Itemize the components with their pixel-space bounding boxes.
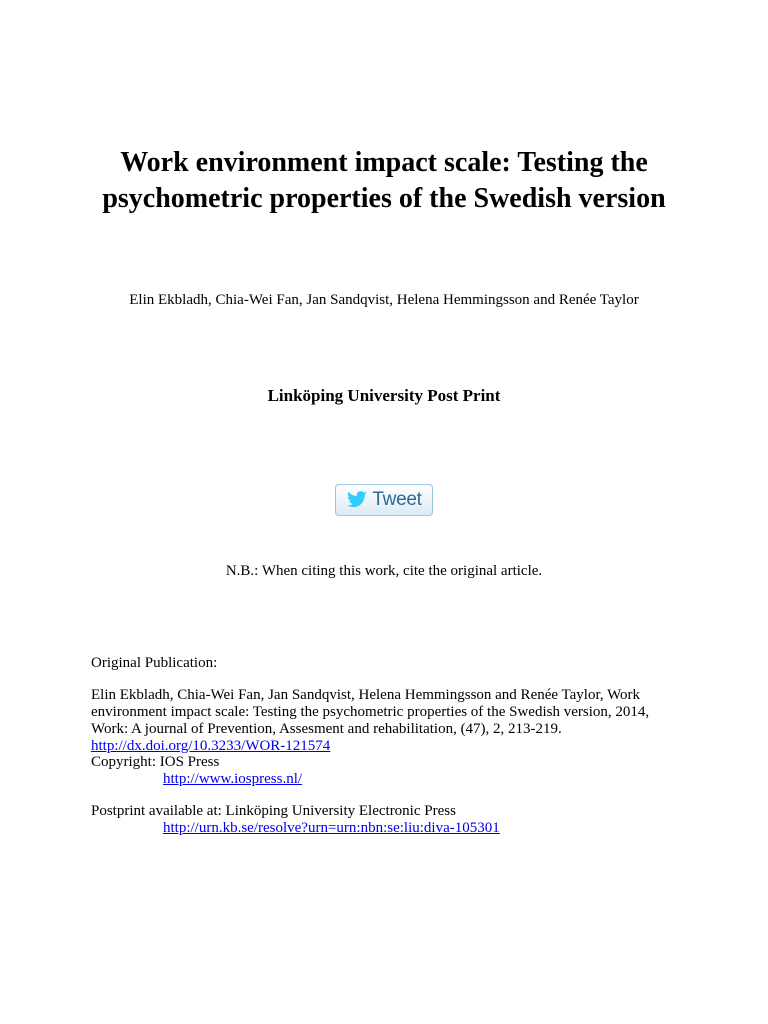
publisher-link[interactable]: http://www.iospress.nl/	[163, 771, 303, 787]
postprint-available-text: Postprint available at: Linköping University Electronic Press	[91, 803, 456, 819]
doi-link[interactable]: http://dx.doi.org/10.3233/WOR-121574	[91, 738, 331, 754]
copyright-text: Copyright: IOS Press	[91, 754, 220, 770]
citation-note: N.B.: When citing this work, cite the original article.	[225, 563, 543, 579]
original-publication-heading: Original Publication:	[91, 655, 218, 671]
tweet-button-label: Tweet	[372, 489, 422, 510]
author-list: Elin Ekbladh, Chia-Wei Fan, Jan Sandqvist, Helena Hemmingsson and Renée Taylor	[129, 292, 639, 308]
postprint-link[interactable]: http://urn.kb.se/resolve?urn=urn:nbn:se:liu:diva-105301	[163, 820, 500, 836]
post-print-label: Linköping University Post Print	[267, 386, 501, 405]
twitter-bird-icon	[346, 491, 368, 509]
title-line-1: Work environment impact scale: Testing the	[120, 147, 648, 178]
citation-line-3: Work: A journal of Prevention, Assesment and rehabilitation, (47), 2, 213-219.	[91, 721, 562, 737]
paper-title	[0, 145, 768, 217]
citation-line-2: environment impact scale: Testing the psychometric properties of the Swedish version, 2014,	[91, 704, 650, 720]
citation-line-1: Elin Ekbladh, Chia-Wei Fan, Jan Sandqvist, Helena Hemmingsson and Renée Taylor, Work	[91, 687, 641, 703]
copyright-block	[91, 754, 691, 788]
tweet-button[interactable]	[335, 484, 433, 516]
citation-block	[91, 687, 691, 755]
postprint-block	[91, 803, 691, 837]
title-line-2: psychometric properties of the Swedish version	[102, 183, 666, 214]
